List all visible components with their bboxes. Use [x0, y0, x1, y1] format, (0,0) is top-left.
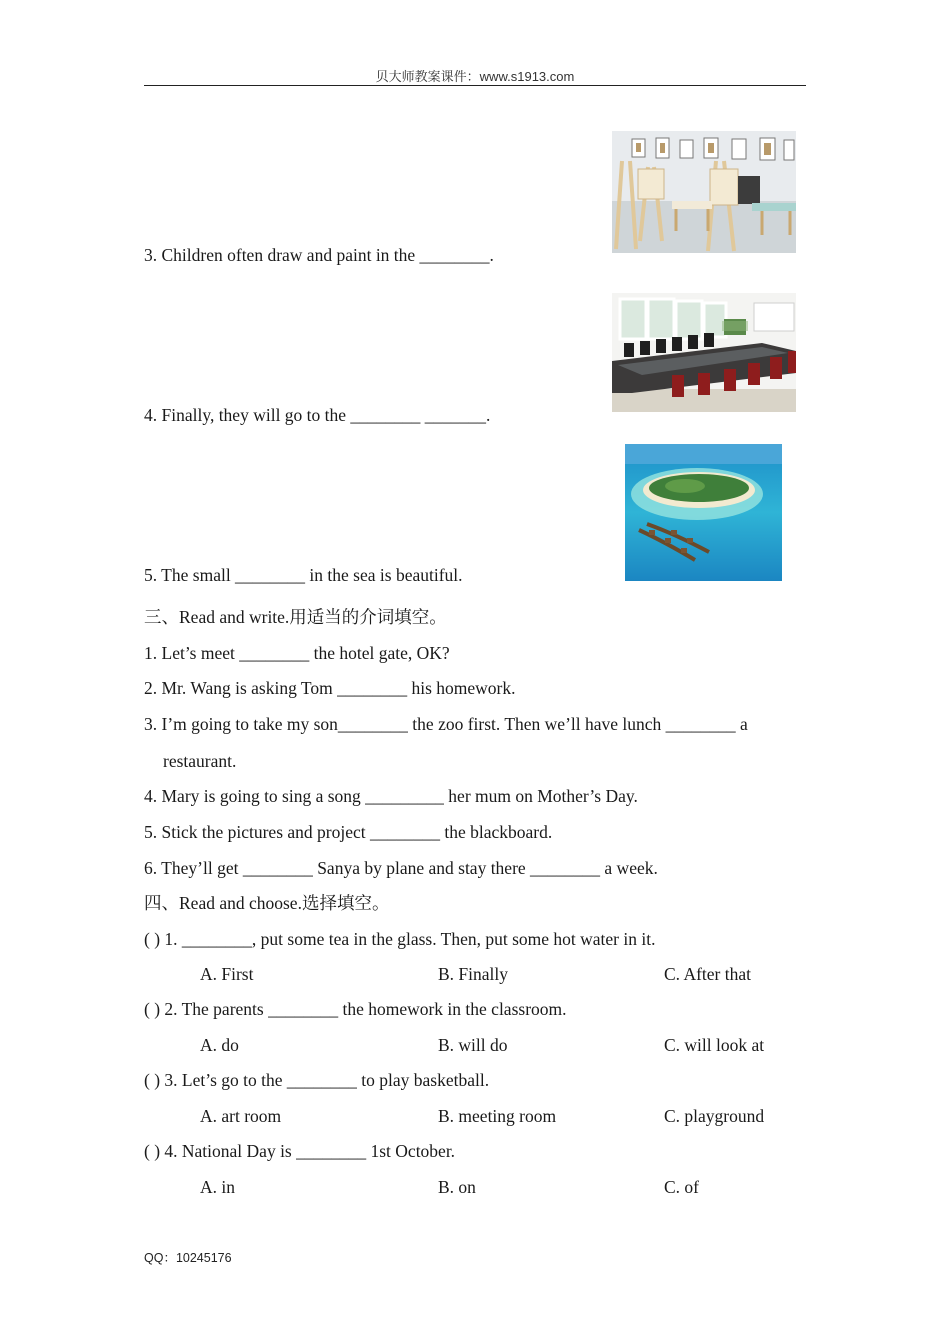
choice-question-4: ( ) 4. National Day is ________ 1st October. [144, 1141, 456, 1161]
choice-3-option-c: C. playground [664, 1106, 765, 1126]
meeting-room-picture [612, 293, 796, 412]
picture-question-4: 4. Finally, they will go to the ________ _______. [144, 405, 491, 425]
choice-2-option-a: A. do [200, 1035, 239, 1055]
choice-3-option-b: B. meeting room [438, 1106, 557, 1126]
preposition-question-2: 2. Mr. Wang is asking Tom ________ his homework. [144, 678, 516, 698]
section-heading-3: 三、Read and write.用适当的介词填空。 [144, 607, 447, 627]
page-header: 贝大师教案课件：www.s1913.com [375, 69, 575, 84]
preposition-question-6: 6. They’ll get ________ Sanya by plane and stay there ________ a week. [144, 858, 658, 878]
preposition-question-3-continued: restaurant. [163, 751, 237, 771]
choice-1-option-a: A. First [200, 964, 254, 984]
choice-1-option-c: C. After that [664, 964, 751, 984]
choice-2-option-b: B. will do [438, 1035, 508, 1055]
header-divider [144, 85, 806, 86]
choice-question-3: ( ) 3. Let’s go to the ________ to play basketball. [144, 1070, 490, 1090]
choice-question-2: ( ) 2. The parents ________ the homework in the classroom. [144, 999, 567, 1019]
art-room-picture [612, 131, 796, 253]
preposition-question-3: 3. I’m going to take my son________ the zoo first. Then we’ll have lunch ________ a [144, 714, 748, 734]
choice-2-option-c: C. will look at [664, 1035, 765, 1055]
choice-4-option-c: C. of [664, 1177, 699, 1197]
island-picture [625, 444, 782, 581]
choice-question-1: ( ) 1. ________, put some tea in the glass. Then, put some hot water in it. [144, 929, 656, 949]
preposition-question-5: 5. Stick the pictures and project ________ the blackboard. [144, 822, 553, 842]
page-footer: QQ：10245176 [144, 1251, 232, 1265]
choice-1-option-b: B. Finally [438, 964, 509, 984]
picture-question-3: 3. Children often draw and paint in the ________. [144, 245, 494, 265]
choice-4-option-a: A. in [200, 1177, 235, 1197]
choice-4-option-b: B. on [438, 1177, 476, 1197]
picture-question-5: 5. The small ________ in the sea is beautiful. [144, 565, 463, 585]
preposition-question-1: 1. Let’s meet ________ the hotel gate, OK? [144, 643, 450, 663]
section-heading-4: 四、Read and choose.选择填空。 [144, 893, 390, 913]
preposition-question-4: 4. Mary is going to sing a song _________ her mum on Mother’s Day. [144, 786, 638, 806]
choice-3-option-a: A. art room [200, 1106, 282, 1126]
